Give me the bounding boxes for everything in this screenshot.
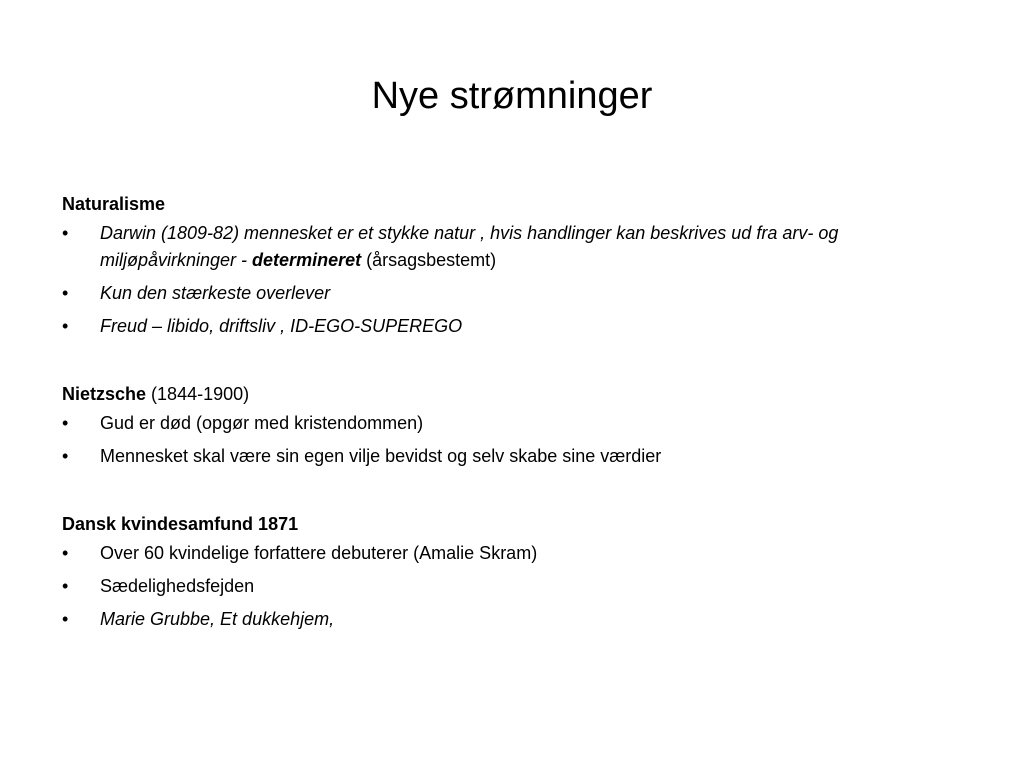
slide-content [62,188,972,639]
bullet-icon: • [62,223,69,243]
section-heading-kvindesamfund [62,508,972,540]
bullet-icon: • [62,316,69,336]
section-spacer [62,346,972,378]
kvindesamfund-list [62,540,972,633]
item-text: Mennesket skal være sin egen vilje bevidst og selv skabe sine værdier [100,446,662,466]
item-text: Darwin (1809-82) mennesket er et stykke natur , hvis handlinger kan beskrives ud fra arv- og miljøpåvirkninger - [100,223,839,270]
bullet-icon: • [62,543,69,563]
section-heading-naturalisme [62,188,972,220]
slide-title: Nye strømninger [371,75,653,117]
item-text-rest: (årsagsbestemt) [361,250,497,270]
list-item [62,280,972,307]
item-text: Gud er død (opgør med kristendommen) [100,413,424,433]
heading-rest: (1844-1900) [146,384,250,404]
list-item [62,573,972,600]
bullet-icon: • [62,283,69,303]
section-spacer [62,476,972,508]
item-text: Kun den stærkeste overlever [100,283,331,303]
list-item [62,443,972,470]
nietzsche-list [62,410,972,470]
item-emphasis: determineret [252,250,362,270]
naturalisme-list [62,220,972,340]
list-item [62,220,972,274]
list-item [62,313,972,340]
item-text: Freud – libido, driftsliv , ID-EGO-SUPEREGO [100,316,463,336]
heading-bold: Nietzsche [62,384,147,404]
section-heading-nietzsche [62,378,972,410]
list-item [62,606,972,633]
bullet-icon: • [62,413,69,433]
bullet-icon: • [62,446,69,466]
bullet-icon: • [62,609,69,629]
list-item [62,540,972,567]
item-text: Over 60 kvindelige forfattere debuterer (Amalie Skram) [100,543,538,563]
item-text: Marie Grubbe, Et dukkehjem, [100,609,335,629]
bullet-icon: • [62,576,69,596]
heading-bold: Dansk kvindesamfund 1871 [62,514,299,534]
item-text: Sædelighedsfejden [100,576,255,596]
list-item [62,410,972,437]
heading-bold: Naturalisme [62,194,166,214]
